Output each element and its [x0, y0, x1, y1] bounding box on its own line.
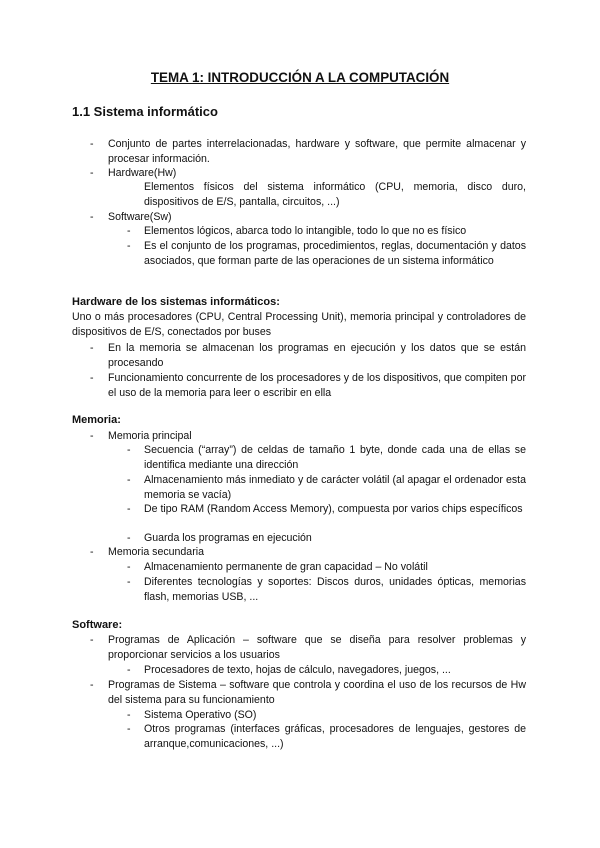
- list-item: Es el conjunto de los programas, procedimientos, reglas, documentación y datos asociados, que forman parte de las operaciones de un sistema informático: [144, 240, 526, 267]
- bullet-dash: -: [90, 634, 94, 646]
- section-heading: 1.1 Sistema informático: [72, 104, 218, 119]
- bullet-dash: -: [127, 532, 131, 544]
- list-item: En la memoria se almacenan los programas en ejecución y los datos que se están procesando: [108, 342, 526, 369]
- memoria-heading: Memoria:: [72, 414, 121, 426]
- paragraph: Uno o más procesadores (CPU, Central Processing Unit), memoria principal y controladores de dispositivos de E/S, conectados por buses: [72, 311, 526, 338]
- software-heading: Software:: [72, 619, 123, 631]
- list-item: Sistema Operativo (SO): [144, 709, 257, 721]
- bullet-dash: -: [90, 679, 94, 691]
- bullet-dash: -: [90, 342, 94, 354]
- bullet-dash: -: [90, 211, 94, 223]
- bullet-dash: -: [90, 372, 94, 384]
- list-item: Almacenamiento más inmediato y de carácter volátil (al apagar el ordenador esta memoria se vacía): [144, 474, 526, 501]
- list-item: Procesadores de texto, hojas de cálculo, navegadores, juegos, ...: [144, 664, 451, 676]
- list-item: Conjunto de partes interrelacionadas, hardware y software, que permite almacenar y procesar información.: [108, 138, 526, 165]
- bullet-dash: -: [127, 474, 131, 486]
- bullet-dash: -: [127, 240, 131, 252]
- bullet-dash: -: [127, 576, 131, 588]
- list-item: Diferentes tecnologías y soportes: Discos duros, unidades ópticas, memorias flash, memorias USB, ...: [144, 576, 526, 603]
- indented-text: Elementos físicos del sistema informático (CPU, memoria, disco duro, dispositivos de E/S, pantalla, circuitos, ...): [144, 181, 526, 208]
- bullet-dash: -: [127, 561, 131, 573]
- bullet-dash: -: [127, 723, 131, 735]
- bullet-dash: -: [90, 167, 94, 179]
- list-item: Memoria principal: [108, 430, 192, 442]
- list-item: Funcionamiento concurrente de los procesadores y de los dispositivos, que compiten por el uso de la memoria para leer o escribir en ella: [108, 372, 526, 399]
- bullet-dash: -: [127, 709, 131, 721]
- list-item: Almacenamiento permanente de gran capacidad – No volátil: [144, 561, 428, 573]
- bullet-dash: -: [127, 664, 131, 676]
- bullet-dash: -: [90, 546, 94, 558]
- list-item: Otros programas (interfaces gráficas, procesadores de lenguajes, gestores de arranque,comunicaciones, ...): [144, 723, 526, 750]
- list-item: Programas de Aplicación – software que se diseña para resolver problemas y proporcionar servicios a los usuarios: [108, 634, 526, 661]
- bullet-dash: -: [90, 430, 94, 442]
- bullet-dash: -: [90, 138, 94, 150]
- list-item: Guarda los programas en ejecución: [144, 532, 312, 544]
- bullet-dash: -: [127, 225, 131, 237]
- bullet-dash: -: [127, 503, 131, 515]
- document-title: TEMA 1: INTRODUCCIÓN A LA COMPUTACIÓN: [150, 70, 450, 85]
- list-item: Programas de Sistema – software que controla y coordina el uso de los recursos de Hw del sistema para su funcionamiento: [108, 679, 526, 706]
- list-item: Elementos lógicos, abarca todo lo intangible, todo lo que no es físico: [144, 225, 467, 237]
- list-item: De tipo RAM (Random Access Memory), compuesta por varios chips específicos: [144, 503, 523, 515]
- list-item: Secuencia (“array”) de celdas de tamaño 1 byte, donde cada una de ellas se identifica mediante una dirección: [144, 444, 526, 471]
- list-item: Software(Sw): [108, 211, 172, 223]
- list-item: Hardware(Hw): [108, 167, 177, 179]
- list-item: Memoria secundaria: [108, 546, 204, 558]
- hardware-heading: Hardware de los sistemas informáticos:: [72, 296, 280, 308]
- bullet-dash: -: [127, 444, 131, 456]
